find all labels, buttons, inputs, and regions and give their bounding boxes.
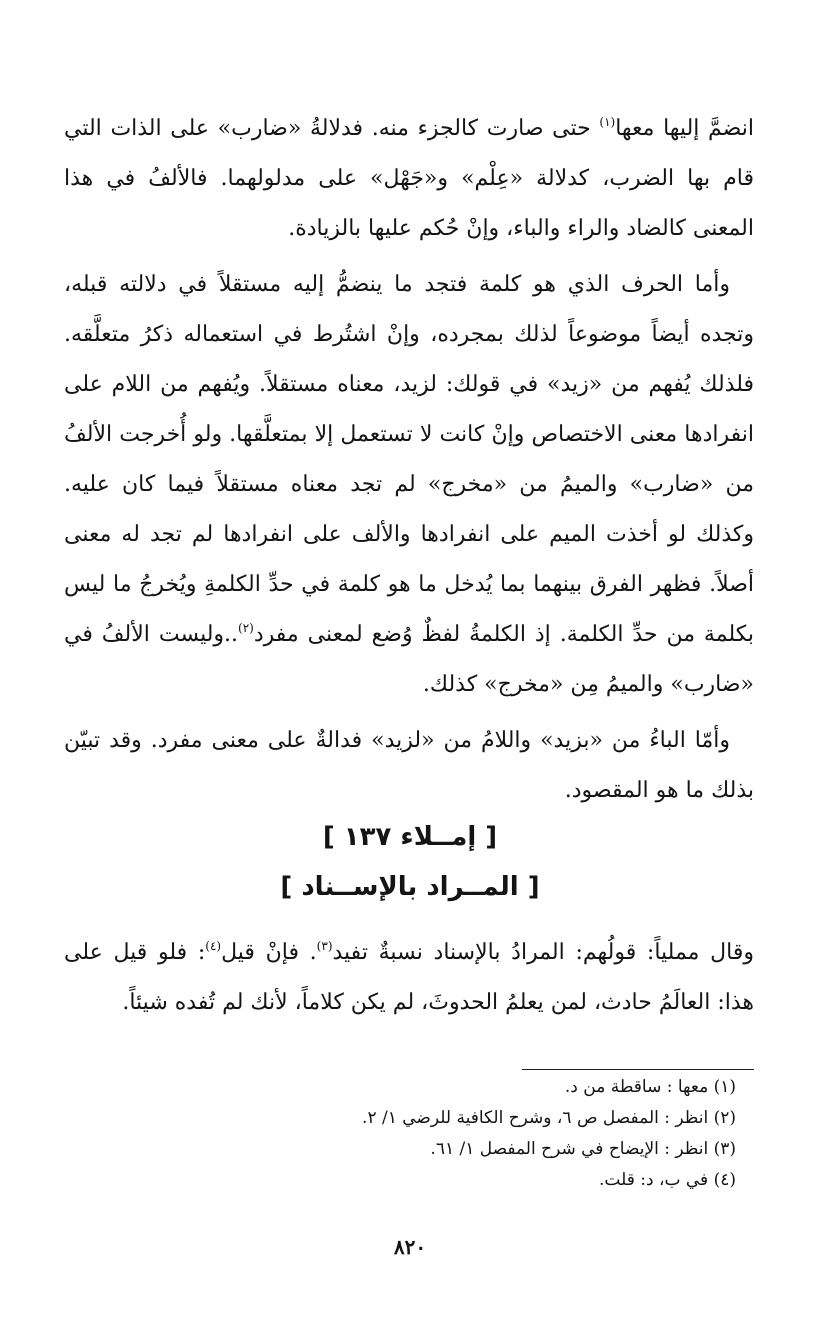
- section-paragraph: [64, 928, 754, 1028]
- section-text-mid: . فإنْ قيل: [221, 940, 317, 965]
- page-number: ٨٢٠: [393, 1235, 427, 1259]
- paragraph-1: [64, 104, 754, 254]
- paragraph-2: [64, 260, 754, 710]
- paragraph-3: وأمّا الباءُ من «بزيد» واللامُ من «لزيد» فدالةٌ على معنى مفرد. وقد تبيّن بذلك ما هو المقصود.: [64, 728, 754, 803]
- footnote-4: (٤) في ب، د: قلت.: [599, 1170, 736, 1190]
- main-text: [64, 104, 754, 822]
- footnote-3: (٣) انظر : الإيضاح في شرح المفصل ١/ ٦١.: [430, 1139, 736, 1159]
- section-text-end: : فلو قيل على هذا: العالَمُ حادث، لمن يعلمُ الحدوثَ، لم يكن كلاماً، لأنك لم تُفده شيئاً.: [64, 940, 754, 1015]
- footnote-1: (١) معها : ساقطة من د.: [564, 1077, 736, 1097]
- section-headings: [0, 812, 820, 912]
- section-title-heading: [ المــراد بالإســناد ]: [280, 872, 540, 902]
- footnotes: [362, 1072, 736, 1196]
- paragraph-2-text: وأما الحرف الذي هو كلمة فتجد ما ينضمُّ إليه مستقلاً في دلالته قبله، وتجده أيضاً موضوعاً لذلك بمجرده، وإنْ اشتُرط في استعماله ذكرُ متعلَّقه. فلذلك يُفهم من «زيد» في قولك: لزيد، معناه مستقلاً. ويُفهم من اللام على انفرادها معنى الاختصاص وإنْ كانت لا تستعمل إلا بمتعلَّقها. ولو أُخرجت الألفُ من «ضارب» والميمُ من «مخرج» لم تجد معناه مستقلاً فيما كان عليه. وكذلك لو أخذت الميم على انفرادها والألف على انفرادها لم تجد له معنى أصلاً. فظهر الفرق بينهما بما يُدخل ما هو كلمة في حدِّ الكلمةِ ويُخرجُ ما ليس بكلمة من حدِّ الكلمة. إذ الكلمةُ لفظٌ وُضع لمعنى مفرد: [64, 272, 755, 647]
- section-text-start: وقال مملياً: قولُهم: المرادُ بالإسناد نسبةٌ تفيد: [332, 940, 754, 965]
- paragraph-1-start: انضمَّ إليها معها: [615, 116, 754, 141]
- footnote-2: (٢) انظر : المفصل ص ٦، وشرح الكافية للرضي ١/ ٢.: [362, 1108, 736, 1128]
- footnote-divider: [522, 1069, 754, 1070]
- imla-number-heading: [ إمــلاء ١٣٧ ]: [322, 822, 498, 852]
- paragraph-2-rest: ..وليست الألفُ في «ضارب» والميمُ مِن «مخرج» كذلك.: [64, 622, 754, 697]
- footnote-ref-4: (٤): [205, 939, 222, 953]
- footnote-ref-3: (٣): [316, 939, 333, 953]
- paragraph-1-rest: حتى صارت كالجزء منه. فدلالةُ «ضارب» على الذات التي قام بها الضرب، كدلالة «عِلْم» و«جَهْل» على مدلولهما. فالألفُ في هذا المعنى كالضاد والراء والباء، وإنْ حُكم عليها بالزيادة.: [64, 116, 754, 241]
- section-text: [64, 928, 754, 1028]
- footnote-ref-1: (١): [599, 115, 616, 129]
- footnote-ref-2: (٢): [238, 621, 254, 635]
